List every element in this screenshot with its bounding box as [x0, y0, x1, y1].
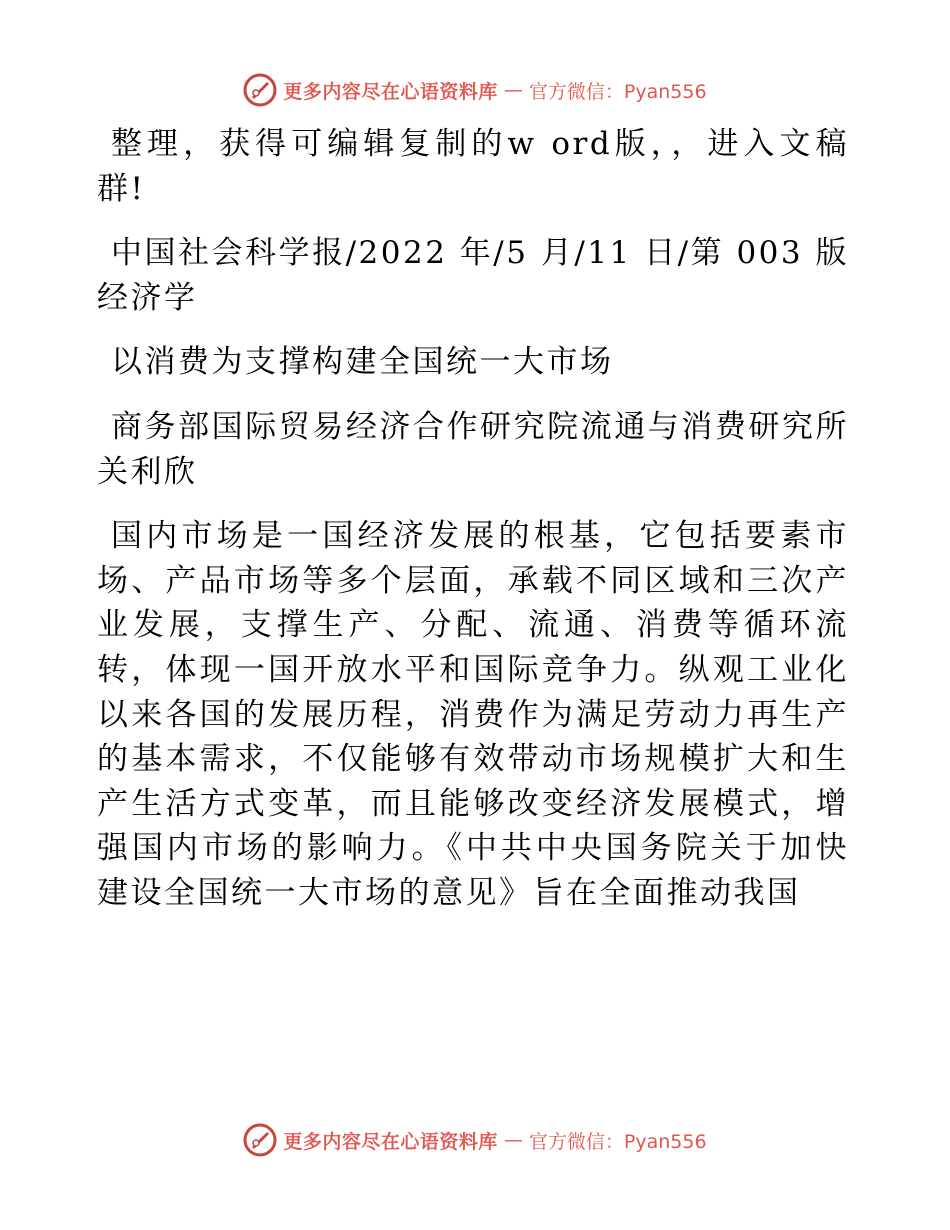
watermark-separator: —: [503, 1129, 523, 1151]
paragraph-body: 国内市场是一国经济发展的根基，它包括要素市场、产品市场等多个层面，承载不同区域和三次产业发展，支撑生产、分配、流通、消费等循环流转，体现一国开放水平和国际竞争力。纵观工业化以来各国的发展历程，消费作为满足劳动力再生产的基本需求，不仅能够有效带动市场规模扩大和生产生活方式变革，而且能够改变经济发展模式，增强国内市场的影响力。《中共中央国务院关于加快建设全国统一大市场的意见》旨在全面推动我国: [97, 518, 849, 911]
watermark-text: 更多内容尽在心语资料库: [283, 80, 498, 103]
paragraph-intro-note: 整理，获得可编辑复制的w ord版，，进入文稿群!: [97, 126, 849, 207]
watermark-separator: —: [503, 79, 523, 101]
footer-watermark: [0, 1120, 950, 1160]
article-author: 商务部国际贸易经济合作研究院流通与消费研究所 关利欣: [97, 408, 849, 490]
brand-logo-icon: [243, 73, 277, 107]
document-body: [97, 122, 849, 936]
watermark-account: 官方微信：Pyan556: [528, 80, 707, 103]
header-watermark: [0, 70, 950, 110]
watermark-account: 官方微信：Pyan556: [528, 1130, 707, 1153]
brand-logo-icon: [243, 1123, 277, 1157]
watermark-text: 更多内容尽在心语资料库: [283, 1130, 498, 1153]
paragraph-source-citation: 中国社会科学报/2022 年/5 月/11 日/第 003 版经济学: [97, 235, 849, 316]
article-title: 以消费为支撑构建全国统一大市场: [111, 344, 614, 381]
